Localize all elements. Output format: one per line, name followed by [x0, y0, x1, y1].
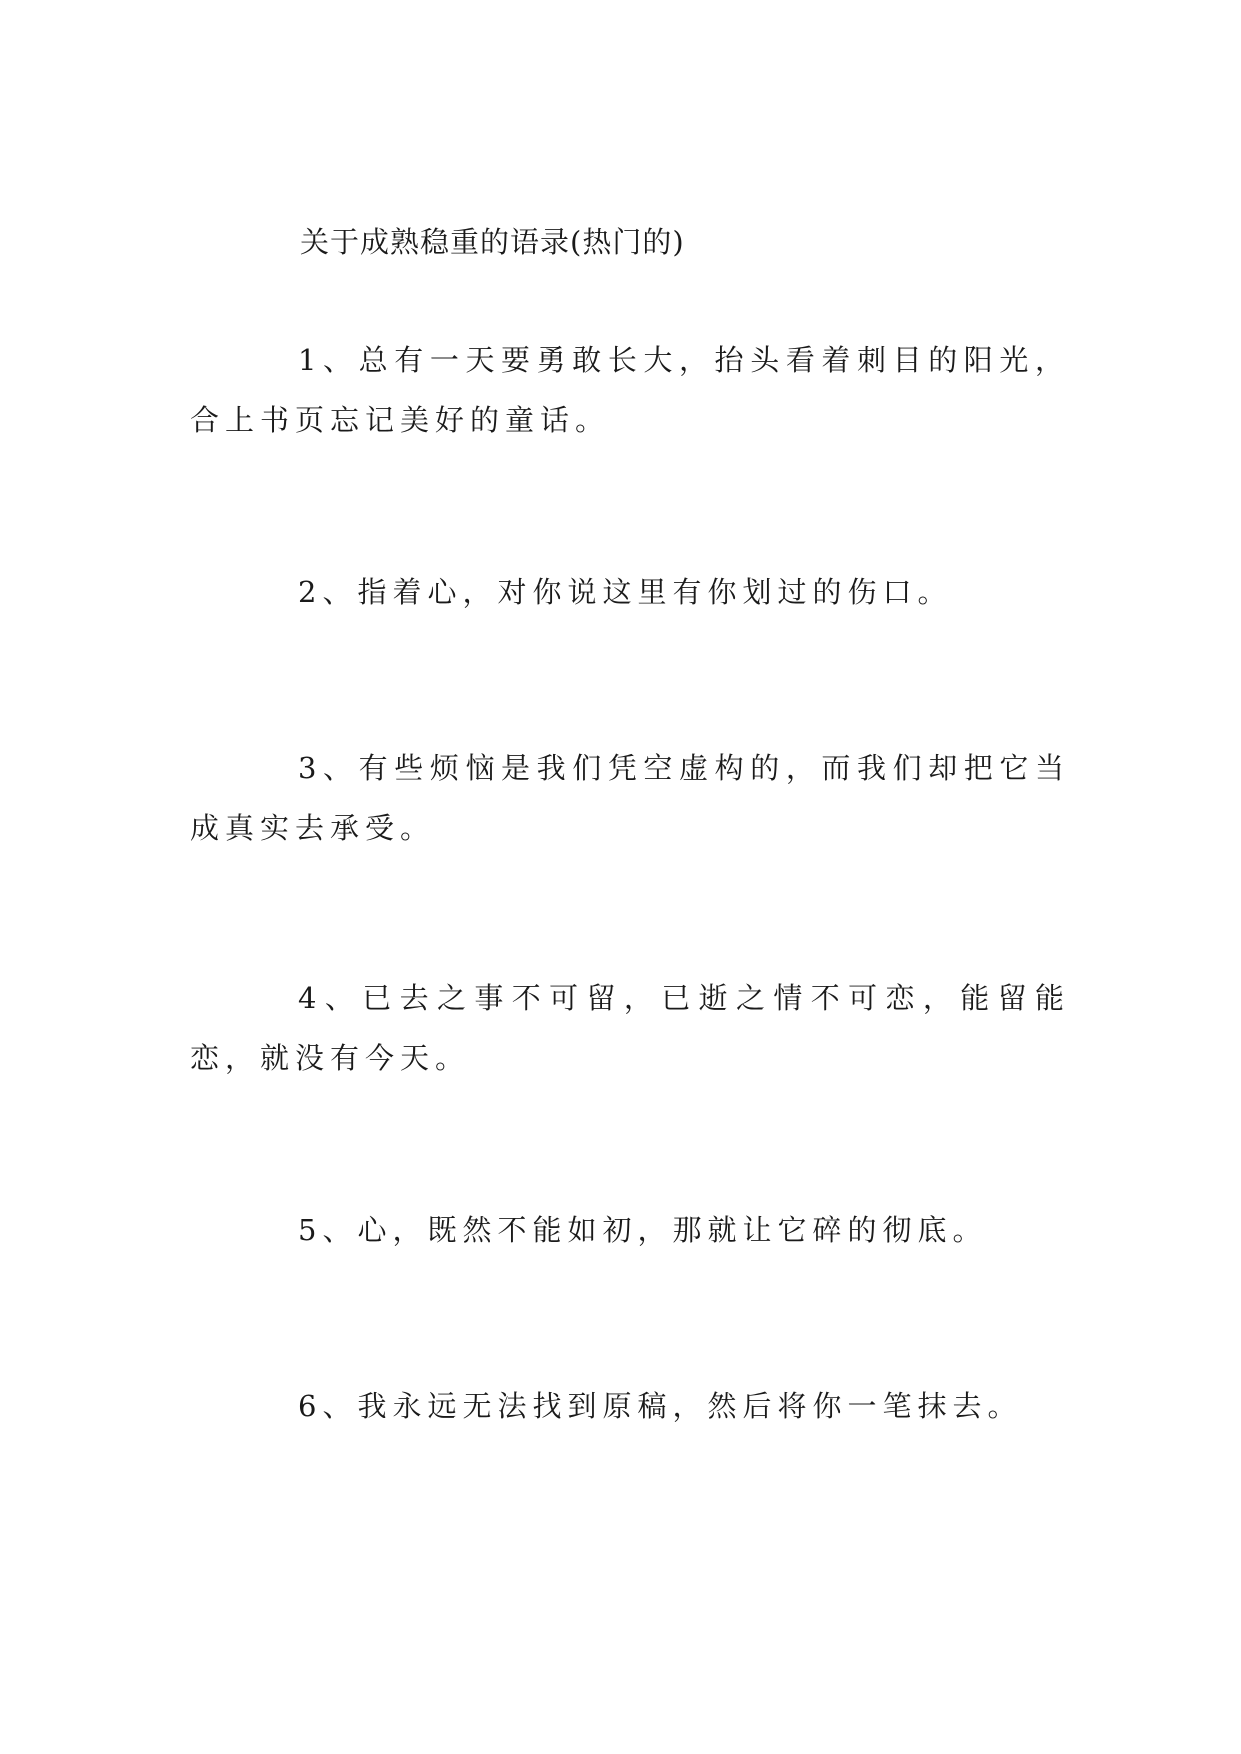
document-title: 关于成熟稳重的语录(热门的): [300, 225, 685, 259]
quote-paragraph-2: 2、指着心，对你说这里有你划过的伤口。: [298, 575, 953, 609]
quote-paragraph-6: 6、我永远无法找到原稿，然后将你一笔抹去。: [298, 1389, 1023, 1423]
quote-paragraph-4: 4、已去之事不可留，已逝之情不可恋，能留能恋，就没有今天。: [190, 981, 1070, 1075]
quote-paragraph-5: 5、心，既然不能如初，那就让它碎的彻底。: [298, 1213, 988, 1247]
quote-paragraph-1: 1、总有一天要勇敢长大，抬头看着刺目的阳光，合上书页忘记美好的童话。: [190, 343, 1070, 437]
quote-paragraph-3: 3、有些烦恼是我们凭空虚构的，而我们却把它当成真实去承受。: [190, 751, 1070, 845]
